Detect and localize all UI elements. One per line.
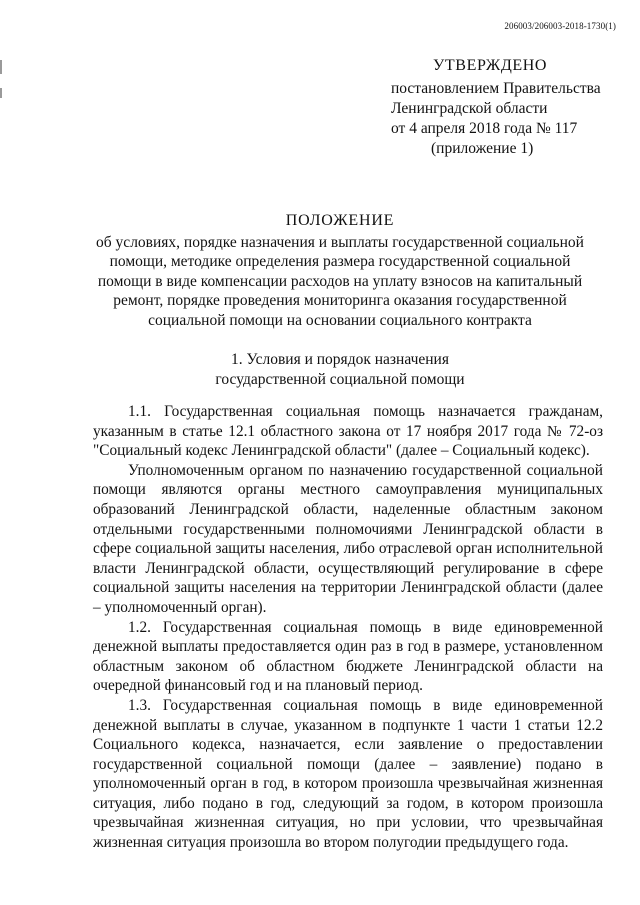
approval-line: от 4 апреля 2018 года № 117 xyxy=(391,120,578,137)
approval-appendix: (приложение 1) xyxy=(431,140,534,157)
title-line: ремонт, порядке проведения мониторинга оказания государственной xyxy=(113,292,567,310)
approval-line: Ленинградской области xyxy=(391,100,548,117)
section-heading xyxy=(80,350,600,390)
title-line: помощи, методике определения размера государственной социальной xyxy=(109,253,571,271)
section-heading-line: государственной социальной помощи xyxy=(215,371,465,388)
section-heading-line: 1. Условия и порядок назначения xyxy=(231,351,449,368)
paragraph: 1.3. Государственная социальная помощь в виде единовременной денежной выплаты в случае, указанном в подпункте 1 части 1 статьи 12.2 Социального кодекса, назначается, если заявление о предоставлении государственной социальной помощи (далее – заявление) подано в уполномоченный орган в год, в котором произошла чрезвычайная жизненная ситуация, либо подано в год, следующий за годом, в котором произошла чрезвычайная жизненная ситуация, но при условии, что чрезвычайная жизненная ситуация произошла во втором полугодии предыдущего года. xyxy=(93,696,603,852)
approval-line: постановлением Правительства xyxy=(391,80,601,97)
body-text xyxy=(93,402,603,853)
paragraph: 1.2. Государственная социальная помощь в виде единовременной денежной выплаты предоставляется один раз в год в размере, установленном областным законом об областном бюджете Ленинградской области на очередной финансовый год и на плановый период. xyxy=(93,618,603,695)
title-line: об условиях, порядке назначения и выплаты государственной социальной xyxy=(96,233,584,251)
paragraph: 1.1. Государственная социальная помощь назначается гражданам, указанным в статье 12.1 областного закона от 17 ноября 2017 года № 72-оз "Социальный кодекс Ленинградской области" (далее – Социальный кодекс). xyxy=(93,403,603,460)
title-line: социальной помощи на основании социального контракта xyxy=(148,311,532,329)
approval-heading: УТВЕРЖДЕНО xyxy=(433,57,548,74)
scan-edge-mark xyxy=(0,60,2,74)
title-main: ПОЛОЖЕНИЕ xyxy=(285,212,395,229)
scan-edge-mark xyxy=(0,88,2,98)
approval-stamp xyxy=(391,56,621,159)
title-line: помощи в виде компенсации расходов на уплату взносов на капитальный xyxy=(97,272,583,290)
paragraph: Уполномоченным органом по назначению государственной социальной помощи являются органы местного самоуправления муниципальных образований Ленинградской области, наделенные областным законом отдельными государственными полномочиями Ленинградской области в сфере социальной защиты населения, либо отраслевой орган исполнительной власти Ленинградской области, осуществляющий регулирование в сфере социальной защиты населения на территории Ленинградской области (далее – уполномоченный орган). xyxy=(93,461,603,616)
document-title xyxy=(80,211,600,331)
document-id: 206003/206003-2018-1730(1) xyxy=(504,21,616,31)
